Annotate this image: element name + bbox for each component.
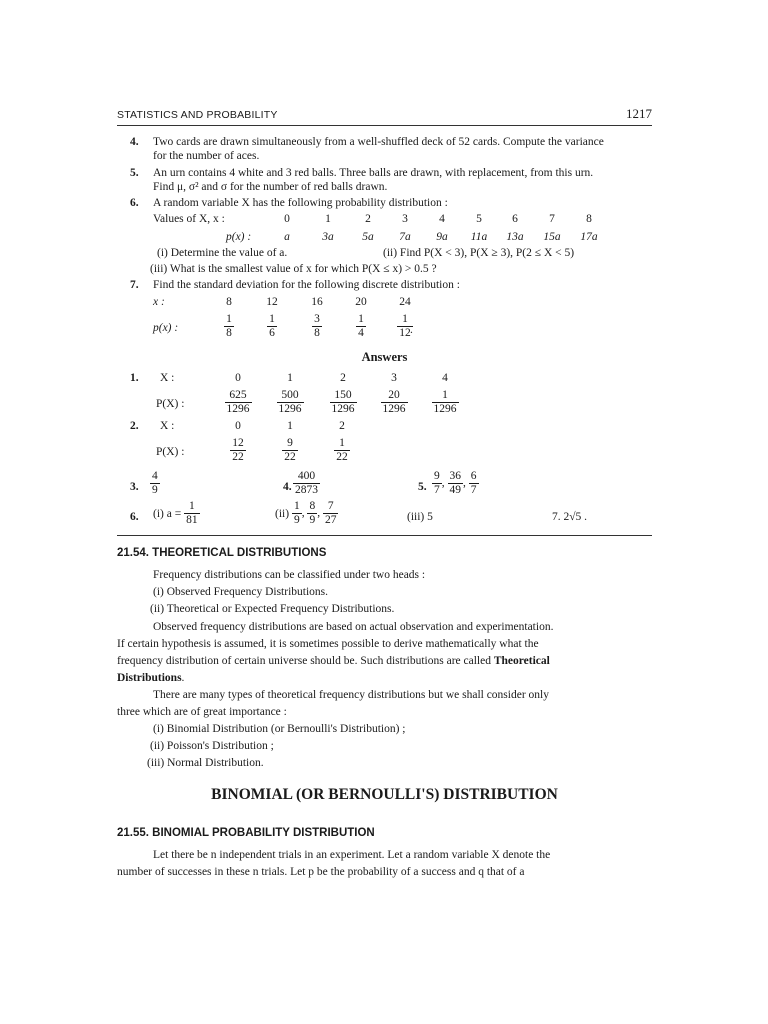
denominator: 81 <box>186 514 198 526</box>
answer-6-part-iii: (iii) 5 <box>407 511 433 523</box>
denominator: 1296 <box>331 403 355 415</box>
exercise-part: (i) Determine the value of a. <box>157 247 288 259</box>
denominator: 1296 <box>433 403 457 415</box>
table-cell: 3 <box>402 213 408 225</box>
answer-number: 2. <box>130 420 139 432</box>
numerator: 1 <box>432 389 459 403</box>
table-cell: 1 <box>325 213 331 225</box>
numerator: 500 <box>277 389 304 403</box>
table-label: P(X) : <box>156 446 185 458</box>
answer-4-fraction <box>293 470 320 497</box>
fraction-cell <box>213 389 263 416</box>
numerator: 8 <box>309 500 316 512</box>
paragraph-text: frequency distribution of certain universe should be. Such distributions are called <box>117 655 491 667</box>
numerator: 625 <box>225 389 252 403</box>
numerator: 3 <box>314 313 320 325</box>
table-label: P(X) : <box>156 398 185 410</box>
table-cell: 0 <box>235 420 241 432</box>
exercise-number: 6. <box>130 197 139 209</box>
list-item: (ii) Poisson's Distribution ; <box>150 740 274 752</box>
fraction-cell <box>247 313 297 340</box>
denominator: 8 <box>226 327 232 339</box>
table-label: p(x) : <box>153 322 179 334</box>
denominator: 9 <box>152 484 158 496</box>
table-label: x : <box>153 296 165 308</box>
answer-5-fractions: $\frac{9}{7}$ , $\frac{36}{49}$ , $\frac{6}{7}$ <box>434 470 477 496</box>
answer-number: 3. <box>130 481 139 493</box>
table-label: Values of X, x : <box>153 213 225 225</box>
answer-number: 1. <box>130 372 139 384</box>
fraction-cell <box>380 313 430 340</box>
exercise-text: for the number of aces. <box>153 150 260 162</box>
exercise-part: (ii) Find P(X < 3), P(X ≥ 3), P(2 ≤ X < 5) <box>383 247 575 259</box>
exercise-text: Find the standard deviation for the following discrete distribution : <box>153 279 460 291</box>
answer-part-label: (ii) <box>275 507 290 520</box>
numerator: 1 <box>334 437 350 451</box>
denominator: 8 <box>314 327 320 339</box>
table-cell: 15a <box>543 231 561 243</box>
numerator: 9 <box>434 470 440 482</box>
table-cell: 3a <box>322 231 334 243</box>
list-item: (i) Observed Frequency Distributions. <box>153 586 329 598</box>
table-cell: 11a <box>470 231 488 243</box>
answer-3-fraction <box>150 470 160 497</box>
numerator: 6 <box>470 470 477 482</box>
table-cell: a <box>284 231 290 243</box>
denominator: 12 <box>399 327 411 339</box>
table-label: X : <box>160 372 175 384</box>
list-item: (iii) Normal Distribution. <box>147 757 264 769</box>
denominator: 9 <box>293 514 300 526</box>
fraction-cell <box>265 437 315 464</box>
fraction-cell <box>318 389 368 416</box>
exercise-text: Two cards are drawn simultaneously from a well-shuffled deck of 52 cards. Compute the variance <box>153 136 604 148</box>
denominator: 1296 <box>226 403 250 415</box>
answer-part-label: (i) a = <box>153 507 182 520</box>
paragraph-line: Let there be n independent trials in an experiment. Let a random variable X denote the <box>153 849 551 861</box>
table-cell: 12 <box>266 296 278 308</box>
chapter-title: BINOMIAL (OR BERNOULLI'S) DISTRIBUTION <box>211 786 558 803</box>
list-item: (ii) Theoretical or Expected Frequency Distributions. <box>150 603 395 615</box>
paragraph-line <box>117 655 652 667</box>
table-cell: 8 <box>586 213 592 225</box>
numerator: 1 <box>358 313 364 325</box>
table-cell: 2 <box>365 213 371 225</box>
table-cell: 4 <box>442 372 448 384</box>
numerator: 1 <box>226 313 232 325</box>
table-cell: 2 <box>339 420 345 432</box>
exercise-number: 5. <box>130 167 139 179</box>
fraction-cell <box>213 437 263 464</box>
paragraph: Frequency distributions can be classified under two heads : <box>153 569 426 581</box>
denominator: 27 <box>324 514 337 526</box>
section-heading: 21.54. THEORETICAL DISTRIBUTIONS <box>117 547 327 559</box>
table-cell: 3 <box>391 372 397 384</box>
fraction-cell <box>336 313 386 340</box>
table-cell: 16 <box>311 296 323 308</box>
table-cell: 2 <box>340 372 346 384</box>
table-cell: 0 <box>235 372 241 384</box>
answer-number: 4. <box>283 481 292 493</box>
fraction-cell <box>265 389 315 416</box>
running-header: STATISTICS AND PROBABILITY <box>117 109 278 121</box>
fraction-cell <box>317 437 367 464</box>
exercise-text: Find μ, σ² and σ for the number of red balls drawn. <box>153 181 388 193</box>
answer-6-part-i <box>153 500 200 527</box>
paragraph-line: Observed frequency distributions are based on actual observation and experimentation. <box>153 621 554 633</box>
exercise-number: 7. <box>130 279 139 291</box>
table-cell: 1 <box>287 372 293 384</box>
table-cell: 13a <box>506 231 524 243</box>
numerator: 12 <box>232 437 244 449</box>
bold-term: Theoretical <box>493 655 550 667</box>
fraction-cell <box>292 313 342 340</box>
exercise-part: (iii) What is the smallest value of x for which P(X ≤ x) > 0.5 ? <box>150 263 437 275</box>
numerator: 1 <box>293 500 300 512</box>
denominator: 2873 <box>295 484 318 496</box>
table-cell: 20 <box>355 296 367 308</box>
denominator: 7 <box>470 484 477 496</box>
numerator: 4 <box>152 470 158 482</box>
header-rule <box>117 125 652 126</box>
denominator: 9 <box>309 514 316 526</box>
denominator: 4 <box>358 327 364 339</box>
numerator: 150 <box>330 389 357 403</box>
numerator: 1 <box>269 313 275 325</box>
paragraph-line <box>117 672 184 684</box>
page-number: 1217 <box>626 106 652 121</box>
table-cell: 5 <box>476 213 482 225</box>
table-cell: 24 <box>399 296 411 308</box>
denominator: 1296 <box>382 403 406 415</box>
denominator: 22 <box>232 451 244 463</box>
paragraph-line: If certain hypothesis is assumed, it is sometimes possible to derive mathematically what the <box>117 638 539 650</box>
punctuation: . <box>410 324 413 336</box>
answer-6-part-ii: (ii) $\frac{1}{9}$ , $\frac{8}{9}$ , $\frac{7}{27}$ <box>275 500 337 526</box>
answers-rule <box>117 535 652 536</box>
punctuation: . <box>181 672 185 684</box>
denominator: 1296 <box>278 403 302 415</box>
table-label: p(x) : <box>226 231 252 243</box>
table-cell: 6 <box>512 213 518 225</box>
table-label: X : <box>160 420 175 432</box>
table-cell: 0 <box>284 213 290 225</box>
table-cell: 17a <box>580 231 598 243</box>
paragraph-line: three which are of great importance : <box>117 706 287 718</box>
exercise-text: A random variable X has the following probability distribution : <box>153 197 448 209</box>
answer-number: 5. <box>418 481 427 493</box>
table-cell: 8 <box>226 296 232 308</box>
answer-number: 6. <box>130 511 139 523</box>
section-heading: 21.55. BINOMIAL PROBABILITY DISTRIBUTION <box>117 827 375 839</box>
paragraph-line: There are many types of theoretical frequency distributions but we shall consider only <box>153 689 549 701</box>
numerator: 1 <box>184 500 200 514</box>
numerator: 20 <box>381 389 408 403</box>
denominator: 6 <box>269 327 275 339</box>
numerator: 1 <box>397 313 413 327</box>
table-cell: 7 <box>549 213 555 225</box>
paragraph-line: number of successes in these n trials. Let p be the probability of a success and q that of a <box>117 866 525 878</box>
fraction-cell <box>369 389 419 416</box>
exercise-number: 4. <box>130 136 139 148</box>
exercise-text: An urn contains 4 white and 3 red balls. Three balls are drawn, with replacement, from this urn. <box>153 167 594 179</box>
denominator: 22 <box>284 451 296 463</box>
list-item: (i) Binomial Distribution (or Bernoulli's Distribution) ; <box>153 723 406 735</box>
fraction-cell <box>420 389 470 416</box>
bold-term: Distributions <box>117 672 182 684</box>
table-cell: 7a <box>399 231 411 243</box>
answers-heading: Answers <box>361 350 408 364</box>
numerator: 7 <box>323 500 339 514</box>
numerator: 9 <box>282 437 298 451</box>
denominator: 49 <box>449 484 461 496</box>
table-cell: 5a <box>362 231 374 243</box>
table-cell: 4 <box>439 213 445 225</box>
denominator: 7 <box>434 484 440 496</box>
table-cell: 9a <box>436 231 448 243</box>
numerator: 400 <box>293 470 320 484</box>
table-cell: 1 <box>287 420 293 432</box>
denominator: 22 <box>336 451 348 463</box>
numerator: 36 <box>449 470 461 482</box>
answer-7: 7. 2√5 . <box>552 511 588 523</box>
